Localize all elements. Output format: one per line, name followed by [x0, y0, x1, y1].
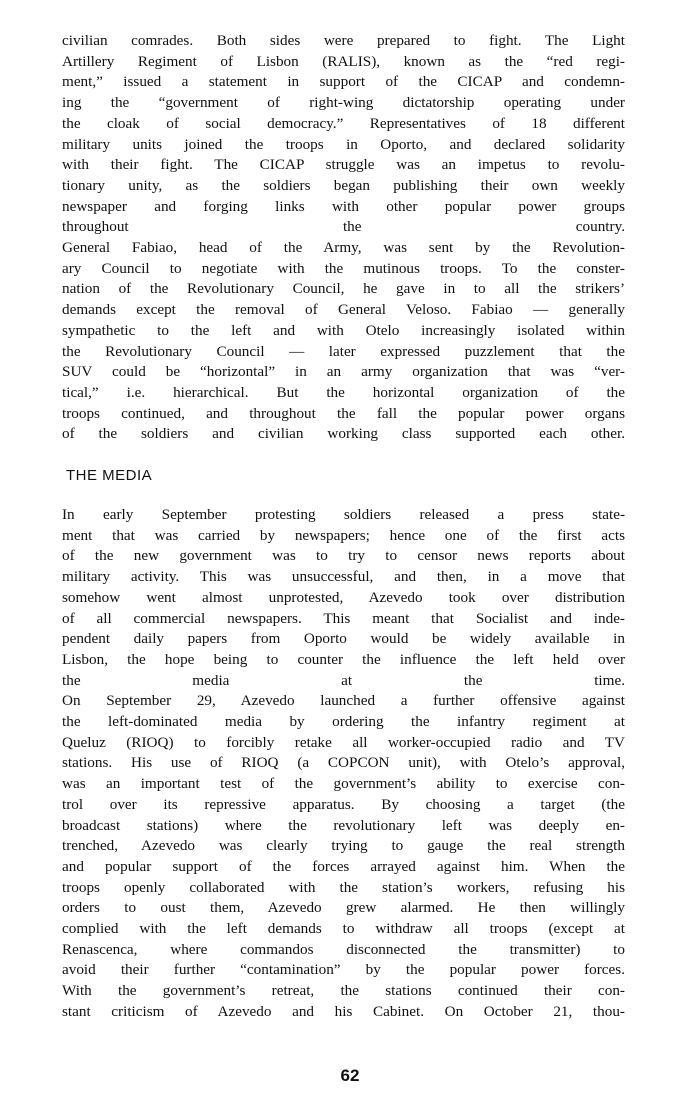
body-text-section-2	[62, 505, 625, 1023]
body-text-section-1	[62, 31, 625, 445]
paragraph: civilian comrades. Both sides were prepared to fight. The Light Artillery Regiment of Lisbon (RALIS), known as the “red regi- ment,” issued a statement in support of the CICAP and condemn- ing the “government of right-wing dictatorship operating under the cloak of social democracy.” Representatives of 18 different military units joined the troops in Oporto, and declared solidarity with their fight. The CICAP struggle was an impetus to revolu- tionary unity, as the soldiers began publishing their own weekly newspaper and forging links with other popular power groups throughout the country.	[62, 32, 625, 236]
paragraph: General Fabiao, head of the Army, was sent by the Revolution- ary Council to negotiate with the mutinous troops. To the conster- nation of the Revolutionary Council, he gave in to all the strikers’ demands except the removal of General Veloso. Fabiao — generally sympathetic to the left and with Otelo increasingly isolated within the Revolutionary Council — later expressed puzzlement that the SUV could be “horizontal” in an army organization that was “ver- tical,” i.e. hierarchical. But the horizontal organization of the troops continued, and throughout the fall the popular power organs of the soldiers and civilian working class supported each other.	[62, 239, 625, 443]
paragraph: On September 29, Azevedo launched a further offensive against the left-dominated media by ordering the infantry regiment at Queluz (RIOQ) to forcibly retake all worker-occupied radio and TV stations. His use of RIOQ (a COPCON unit), with Otelo’s approval, was an important test of the government’s ability to exercise con- trol over its repressive apparatus. By choosing a target (the broadcast stations) where the revolutionary left was deeply en- trenched, Azevedo was clearly trying to gauge the real strength and popular support of the forces arrayed against him. When the troops openly collaborated with the station’s workers, refusing his orders to oust them, Azevedo grew alarmed. He then willingly complied with the left demands to withdraw all troops (except at Renascenca, where commandos disconnected the transmitter) to avoid their further “contamination” by the popular power forces. With the government’s retreat, the stations continued their con- stant criticism of Azevedo and his Cabinet. On October 21, thou-	[62, 692, 625, 1020]
paragraph: In early September protesting soldiers released a press state- ment that was carried by newspapers; hence one of the first acts of the new government was to try to censor news reports about military activity. This was unsuccessful, and then, in a move that somehow went almost unprotested, Azevedo took over distribution of all commercial newspapers. This meant that Socialist and inde- pendent daily papers from Oporto would be widely available in Lisbon, the hope being to counter the influence the left held over the media at the time.	[62, 506, 625, 689]
page-number: 62	[340, 1066, 360, 1085]
section-heading: THE MEDIA	[66, 467, 153, 484]
